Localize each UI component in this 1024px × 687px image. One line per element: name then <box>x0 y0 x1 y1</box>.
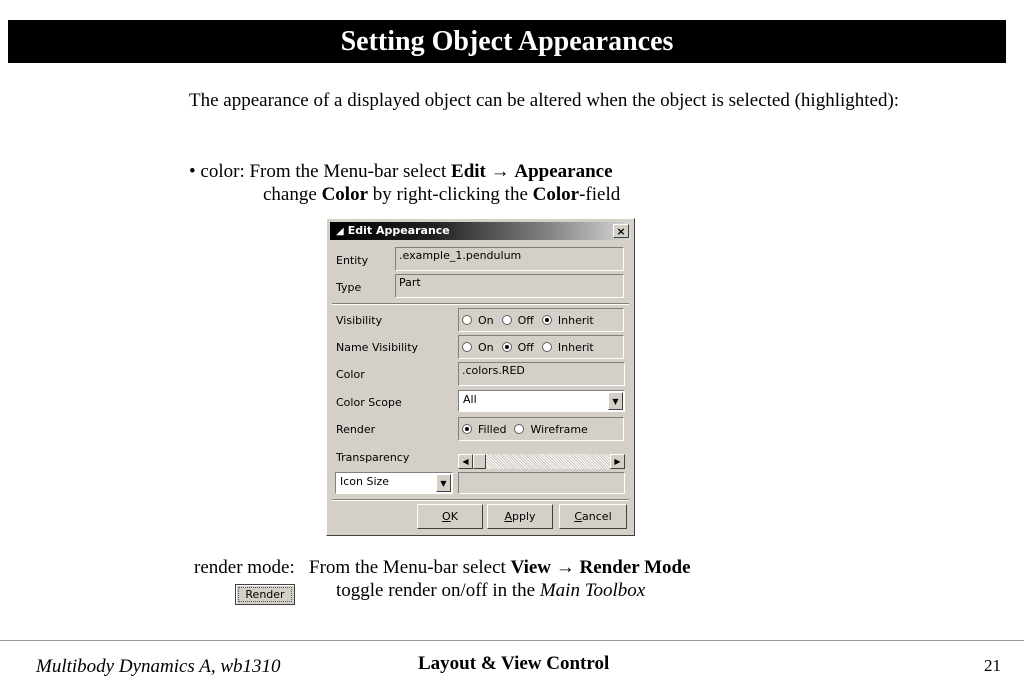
dialog-title: Edit Appearance <box>347 224 450 237</box>
change-text: change <box>263 184 322 205</box>
dialog-app-icon: ◢ <box>336 226 344 237</box>
radio-button-selected-icon <box>462 424 472 434</box>
edit-menu-text: Edit <box>451 161 486 182</box>
radio-label: Inherit <box>557 313 594 327</box>
page-number: 21 <box>984 656 1001 675</box>
scroll-left-icon[interactable]: ◀ <box>458 454 473 469</box>
view-menu-text: View <box>510 557 552 578</box>
ok-mnemonic: O <box>442 510 451 523</box>
color-field[interactable]: .colors.RED <box>458 362 625 386</box>
color-scope-dropdown[interactable] <box>458 390 625 412</box>
radio-label: On <box>478 313 494 327</box>
appearance-menu-text: Appearance <box>514 161 613 182</box>
slide-title: Setting Object Appearances <box>340 25 674 57</box>
icon-size-field[interactable] <box>458 472 625 494</box>
render-radio-group <box>458 417 624 441</box>
radio-label: Wireframe <box>530 422 588 436</box>
main-toolbox-text: Main Toolbox <box>539 580 646 601</box>
color-scope-value: All <box>463 393 477 406</box>
color-field-bold-text: Color <box>532 184 580 205</box>
cancel-button[interactable] <box>559 504 627 529</box>
type-label: Type <box>336 281 362 294</box>
right-click-text: by right-clicking the <box>368 184 533 205</box>
arrow-text: → <box>551 557 580 578</box>
slider-thumb[interactable] <box>473 454 486 469</box>
separator <box>332 303 629 305</box>
icon-size-dropdown[interactable] <box>335 472 453 494</box>
bullet-prefix: • color: From the Menu-bar select <box>189 161 452 182</box>
slide-title-bar <box>8 20 1006 63</box>
entity-label: Entity <box>336 254 369 267</box>
name-visibility-on-radio[interactable] <box>462 341 494 354</box>
name-visibility-inherit-radio[interactable] <box>542 341 594 354</box>
render-mode-line1 <box>194 556 691 579</box>
radio-label: Off <box>517 340 534 354</box>
visibility-off-radio[interactable] <box>502 314 534 327</box>
render-filled-radio[interactable] <box>462 423 506 436</box>
render-wireframe-radio[interactable] <box>514 423 587 436</box>
color-bullet-line2 <box>189 183 620 206</box>
apply-label: pply <box>512 510 536 523</box>
transparency-label: Transparency <box>336 451 410 464</box>
radio-button-selected-icon <box>502 342 512 352</box>
separator <box>332 499 629 501</box>
entity-field[interactable]: .example_1.pendulum <box>395 247 624 271</box>
color-label: Color <box>336 368 365 381</box>
arrow-text: → <box>485 161 515 182</box>
render-mode-text: From the Menu-bar select <box>309 557 511 578</box>
footer-course: Multibody Dynamics A, wb1310 <box>36 656 281 677</box>
cancel-mnemonic: C <box>574 510 583 523</box>
radio-button-icon <box>502 315 512 325</box>
toggle-text: toggle render on/off in the <box>336 580 540 601</box>
color-scope-label: Color Scope <box>336 396 402 409</box>
radio-label: Inherit <box>557 340 594 354</box>
transparency-slider[interactable] <box>458 454 625 469</box>
edit-appearance-dialog <box>326 218 635 536</box>
radio-label: Filled <box>478 422 507 436</box>
radio-button-icon <box>542 342 552 352</box>
footer-divider <box>0 640 1024 641</box>
field-suffix-text: -field <box>579 184 621 205</box>
apply-mnemonic: A <box>504 510 512 523</box>
apply-button[interactable] <box>487 504 553 529</box>
radio-button-icon <box>462 342 472 352</box>
close-button[interactable]: × <box>613 224 629 238</box>
color-bold-text: Color <box>321 184 368 205</box>
render-label: Render <box>336 423 376 436</box>
type-field[interactable]: Part <box>395 274 624 298</box>
chevron-down-icon[interactable]: ▼ <box>608 392 623 410</box>
radio-button-selected-icon <box>542 315 552 325</box>
scroll-right-icon[interactable]: ▶ <box>610 454 625 469</box>
radio-label: Off <box>517 313 534 327</box>
visibility-label: Visibility <box>336 314 383 327</box>
ok-label: K <box>450 510 458 523</box>
render-mode-label: render mode: <box>194 557 295 578</box>
color-bullet-line1 <box>189 160 620 183</box>
visibility-on-radio[interactable] <box>462 314 494 327</box>
visibility-radio-group <box>458 308 624 332</box>
name-visibility-label: Name Visibility <box>336 341 419 354</box>
dialog-title-bar[interactable] <box>330 222 631 240</box>
name-visibility-off-radio[interactable] <box>502 341 534 354</box>
render-mode-line2 <box>336 579 645 602</box>
radio-button-icon <box>462 315 472 325</box>
render-mode-menu-text: Render Mode <box>579 557 691 578</box>
radio-label: On <box>478 340 494 354</box>
cancel-label: ancel <box>582 510 612 523</box>
color-bullet <box>189 160 620 206</box>
ok-button[interactable] <box>417 504 483 529</box>
radio-button-icon <box>514 424 524 434</box>
intro-text: The appearance of a displayed object can be altered when the object is selected (highlighted): <box>189 90 900 111</box>
icon-size-value: Icon Size <box>340 475 390 488</box>
visibility-inherit-radio[interactable] <box>542 314 594 327</box>
render-toggle-button[interactable]: Render <box>235 584 295 605</box>
name-visibility-radio-group <box>458 335 624 359</box>
chevron-down-icon[interactable]: ▼ <box>436 474 451 492</box>
footer-section: Layout & View Control <box>418 653 610 674</box>
